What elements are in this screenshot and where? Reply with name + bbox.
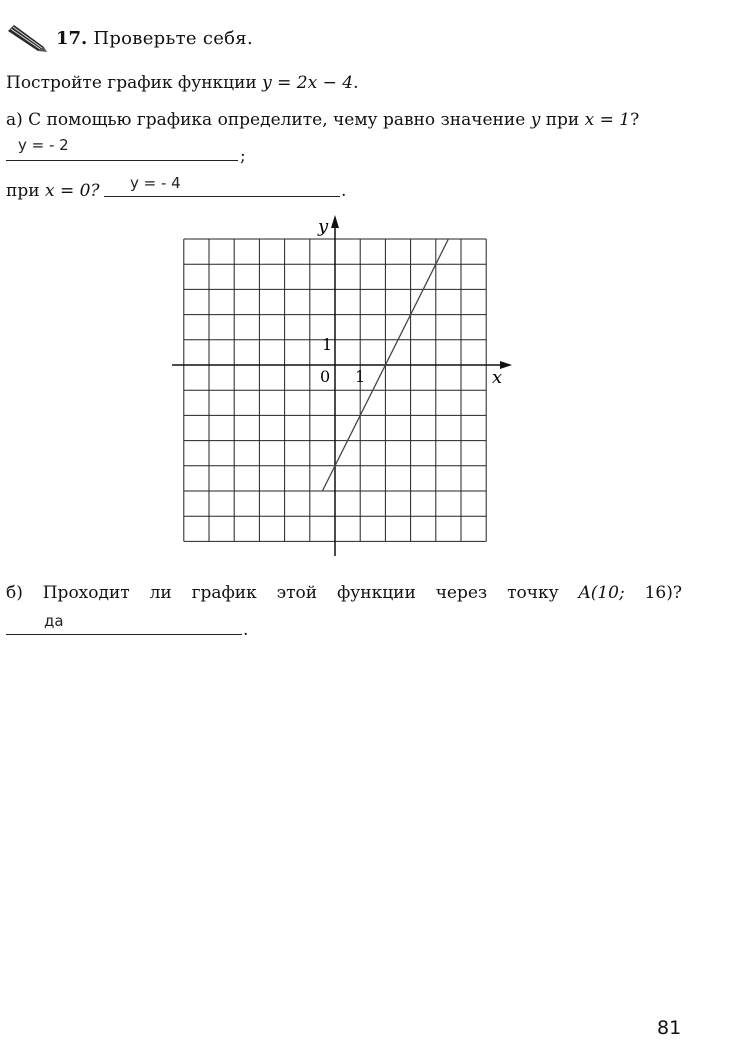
y-unit-label: 1 bbox=[322, 335, 333, 354]
answer-2[interactable]: y = - 4 bbox=[130, 174, 181, 192]
intro-formula: y = 2x − 4 bbox=[262, 73, 354, 93]
part-b-word: б) bbox=[6, 583, 23, 603]
answer-3-end: . bbox=[243, 620, 249, 640]
part-b-word: Проходит bbox=[42, 583, 130, 603]
part-a-qmark: ? bbox=[630, 110, 640, 130]
q2-cond: x = 0? bbox=[44, 181, 100, 201]
part-b-word: функции bbox=[336, 583, 416, 603]
exercise-number: 17. bbox=[56, 27, 88, 49]
part-b-question bbox=[6, 583, 682, 603]
point-a-coords: A(10; bbox=[578, 583, 625, 603]
part-a-text: а) С помощью графика определите, чему равно значение bbox=[6, 110, 531, 130]
intro-period: . bbox=[353, 73, 359, 93]
x-axis-label: x bbox=[492, 367, 503, 388]
exercise-title: Проверьте себя. bbox=[93, 27, 253, 49]
y-axis-arrow bbox=[331, 215, 339, 228]
answer-3-line bbox=[6, 634, 242, 635]
part-b-word: график bbox=[191, 583, 257, 603]
answer-1[interactable]: y = - 2 bbox=[18, 136, 69, 154]
part-b-word: точку bbox=[507, 583, 559, 603]
part-a-var-y: y bbox=[530, 110, 541, 130]
part-b-word: этой bbox=[276, 583, 318, 603]
answer-1-end: ; bbox=[240, 146, 246, 166]
page-number: 81 bbox=[657, 1017, 682, 1039]
q2-text: при bbox=[6, 181, 45, 201]
answer-3[interactable]: да bbox=[44, 612, 64, 630]
part-b-word: ли bbox=[149, 583, 172, 603]
part-b-word: 16)? bbox=[644, 583, 682, 603]
part-a-cond: x = 1 bbox=[584, 110, 631, 130]
part-a-mid: при bbox=[540, 110, 585, 130]
intro-text: Постройте график функции bbox=[6, 73, 263, 93]
answer-2-end: . bbox=[341, 181, 347, 201]
y-axis-label: y bbox=[318, 216, 329, 237]
x-unit-label: 1 bbox=[355, 367, 366, 386]
origin-label: 0 bbox=[320, 367, 331, 386]
part-b-word: через bbox=[435, 583, 488, 603]
